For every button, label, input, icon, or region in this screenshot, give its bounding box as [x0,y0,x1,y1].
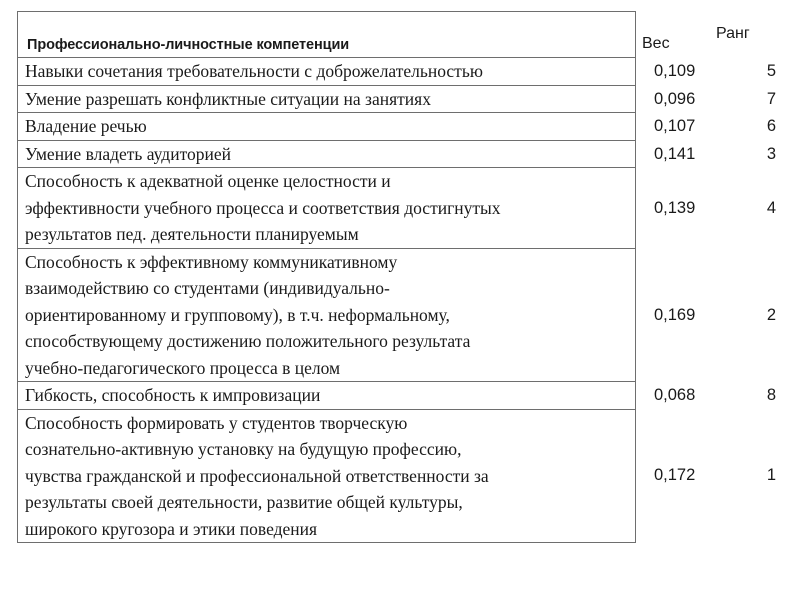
weight-value: 0,139 [654,198,696,217]
rank-value: 5 [766,62,776,81]
weight-value: 0,068 [654,386,696,405]
rank-value: 1 [766,466,776,485]
rank-value: 3 [766,144,776,163]
table-row [18,141,635,169]
competency-text-line: ориентированному и групповому), в т.ч. неформальному, [25,304,450,325]
weight-value: 0,109 [654,62,696,81]
weight-value: 0,096 [654,89,696,108]
table-row [18,113,635,141]
competency-text-line: результаты своей деятельности, развитие общей культуры, [25,492,463,512]
competency-text-line: Умение владеть аудиторией [25,143,231,164]
rank-value: 7 [766,89,776,108]
rank-value: 6 [766,117,776,136]
weight-column-header: Вес [642,35,670,52]
table-body [18,58,635,542]
competency-text-line: сознательно-активную установку на будущую профессию, [25,439,462,459]
table-row [18,410,635,543]
competency-text-line: учебно-педагогического процесса в целом [25,357,341,378]
competency-text-line: Умение разрешать конфликтные ситуации на занятиях [25,88,431,109]
competency-text-line: Способность к эффективному коммуникативному [25,251,398,272]
competencies-table [17,11,636,543]
competency-text-line: Владение речью [25,116,147,136]
weight-value: 0,172 [654,466,696,485]
competency-text-line: Навыки сочетания требовательности с доброжелательностью [25,61,483,81]
rank-value: 4 [766,198,776,217]
competency-text-line: эффективности учебного процесса и соответствия достигнутых [25,197,501,218]
table-row [18,168,635,249]
competency-text-line: результатов пед. деятельности планируемым [25,224,359,244]
competency-text-line: способствующему достижению положительного результата [25,331,471,351]
table-row [18,382,635,410]
table-header-row [18,12,635,58]
competency-text-line: Способность формировать у студентов творческую [25,412,408,433]
weight-value: 0,169 [654,305,696,324]
competency-text-line: широкого кругозора и этики поведения [25,518,318,539]
competency-text-line: взаимодействию со студентами (индивидуально- [25,278,390,298]
table-row [18,249,635,383]
weight-value: 0,107 [654,117,696,136]
table-row [18,86,635,114]
competency-text-line: Гибкость, способность к импровизации [25,385,321,405]
table-row [18,58,635,86]
rank-column-header: Ранг [716,25,750,42]
competency-text-line: чувства гражданской и профессиональной ответственности за [25,465,489,486]
competencies-column-header: Профессионально-личностные компетенции [27,37,350,53]
competency-text-line: Способность к адекватной оценке целостности и [25,171,391,191]
rank-value: 8 [766,386,776,405]
weight-value: 0,141 [654,144,696,163]
rank-value: 2 [766,305,776,324]
